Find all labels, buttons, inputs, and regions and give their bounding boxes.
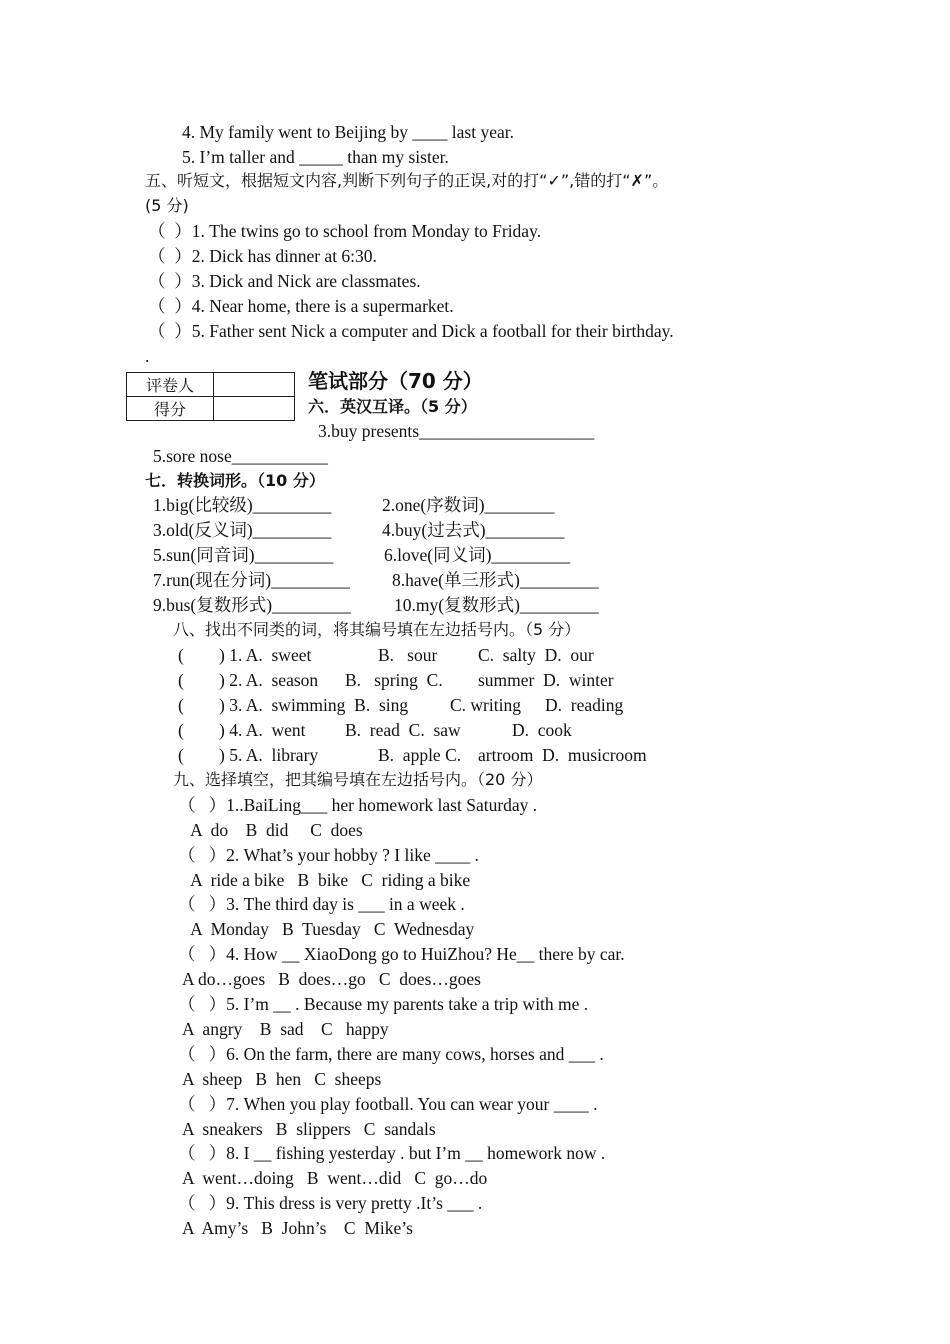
section9-options-6: A sheep B hen C sheeps <box>182 1069 382 1089</box>
section5-item-1: （ ）1. The twins go to school from Monday to Friday. <box>148 221 542 241</box>
section9-question-7: （ ）7. When you play football. You can wear your ____ . <box>178 1094 598 1114</box>
section7-item-4: 4.buy(过去式)_________ <box>382 520 565 540</box>
section8-item-2-bc: B. spring C. <box>345 670 443 690</box>
score-field[interactable] <box>214 397 295 421</box>
section5-title: 五、听短文，根据短文内容,判断下列句子的正误,对的打“✓”,错的打“✗”。 <box>145 171 669 190</box>
section6-title: 六．英汉互译。（5 分） <box>308 397 477 416</box>
section8-item-4-bracket: ( <box>178 720 184 740</box>
score-label: 得分 <box>127 397 214 421</box>
listening-item-5: 5. I’m taller and _____ than my sister. <box>182 147 449 167</box>
section8-item-5-bracket: ( <box>178 745 184 765</box>
section8-item-4-bc: B. read C. saw <box>345 720 461 740</box>
section9-options-3: A Monday B Tuesday C Wednesday <box>178 919 475 939</box>
section7-item-7: 7.run(现在分词)_________ <box>153 570 350 590</box>
section8-item-3-c: C. writing <box>450 695 521 715</box>
written-part-title: 笔试部分（70 分） <box>308 369 483 393</box>
section9-question-3: （ ）3. The third day is ___ in a week . <box>178 894 465 914</box>
section8-title: 八、找出不同类的词，将其编号填在左边括号内。（5 分） <box>173 620 581 639</box>
section9-question-9: （ ）9. This dress is very pretty .It’s ___ . <box>178 1193 483 1213</box>
section5-score: (5 分) <box>145 196 189 215</box>
reviewer-label: 评卷人 <box>127 373 214 397</box>
section6-item-3: 3.buy presents____________________ <box>318 421 595 441</box>
section8-item-4-d: D. cook <box>512 720 572 740</box>
section8-item-2-a: ) 2. A. season <box>219 670 319 690</box>
section7-item-9: 9.bus(复数形式)_________ <box>153 595 351 615</box>
section9-options-9: A Amy’s B John’s C Mike’s <box>182 1218 413 1238</box>
grading-box <box>126 372 295 421</box>
section8-item-3-d: D. reading <box>545 695 624 715</box>
section9-options-8: A went…doing B went…did C go…do <box>182 1168 488 1188</box>
section7-item-8: 8.have(单三形式)_________ <box>392 570 599 590</box>
section5-item-4: （ ）4. Near home, there is a supermarket. <box>148 296 454 316</box>
section7-item-2: 2.one(序数词)________ <box>382 495 555 515</box>
section9-options-5: A angry B sad C happy <box>182 1019 389 1039</box>
section8-item-2-d: summer D. winter <box>478 670 614 690</box>
section7-item-10: 10.my(复数形式)_________ <box>394 595 599 615</box>
section8-item-5-cd: artroom D. musicroom <box>478 745 647 765</box>
section8-item-5-bc: B. apple C. <box>378 745 462 765</box>
section8-item-1-bracket: ( <box>178 645 184 665</box>
listening-item-4: 4. My family went to Beijing by ____ last year. <box>182 122 514 142</box>
section6-item-5: 5.sore nose___________ <box>153 446 328 466</box>
section8-item-1-b: B. sour <box>378 645 438 665</box>
section9-options-7: A sneakers B slippers C sandals <box>182 1119 436 1139</box>
section9-question-8: （ ）8. I __ fishing yesterday . but I’m __ homework now . <box>178 1143 606 1163</box>
section5-item-2: （ ）2. Dick has dinner at 6:30. <box>148 246 377 266</box>
section7-item-6: 6.love(同义词)_________ <box>384 545 571 565</box>
section8-item-1-cd: C. salty D. our <box>478 645 594 665</box>
section8-item-4-a: ) 4. A. went <box>219 720 306 740</box>
section9-question-4: （ ）4. How __ XiaoDong go to HuiZhou? He__ there by car. <box>178 944 625 964</box>
section8-item-3-bracket: ( <box>178 695 184 715</box>
section7-item-3: 3.old(反义词)_________ <box>153 520 332 540</box>
section9-question-5: （ ）5. I’m __ . Because my parents take a trip with me . <box>178 994 589 1014</box>
section7-item-5: 5.sun(同音词)_________ <box>153 545 334 565</box>
section7-title: 七．转换词形。（10 分） <box>145 471 325 490</box>
section9-options-1: A do B did C does <box>178 820 363 840</box>
section9-options-4: A do…goes B does…go C does…goes <box>182 969 481 989</box>
section5-item-3: （ ）3. Dick and Nick are classmates. <box>148 271 421 291</box>
section9-question-1: （ ）1..BaiLing___ her homework last Saturday . <box>178 795 538 815</box>
section8-item-1-a: ) 1. A. sweet <box>219 645 312 665</box>
section8-item-5-a: ) 5. A. library <box>219 745 319 765</box>
section9-options-2: A ride a bike B bike C riding a bike <box>178 870 471 890</box>
section9-title: 九、选择填空，把其编号填在左边括号内。（20 分） <box>173 770 543 789</box>
section9-question-2: （ ）2. What’s your hobby ? I like ____ . <box>178 845 479 865</box>
section8-item-2-bracket: ( <box>178 670 184 690</box>
section5-item-5: （ ）5. Father sent Nick a computer and Dick a football for their birthday. <box>148 321 674 341</box>
section8-item-3-ab: ) 3. A. swimming B. sing <box>219 695 409 715</box>
reviewer-field[interactable] <box>214 373 295 397</box>
section7-item-1: 1.big(比较级)_________ <box>153 495 332 515</box>
section9-question-6: （ ）6. On the farm, there are many cows, horses and ___ . <box>178 1044 604 1064</box>
section5-dot: . <box>145 346 150 366</box>
